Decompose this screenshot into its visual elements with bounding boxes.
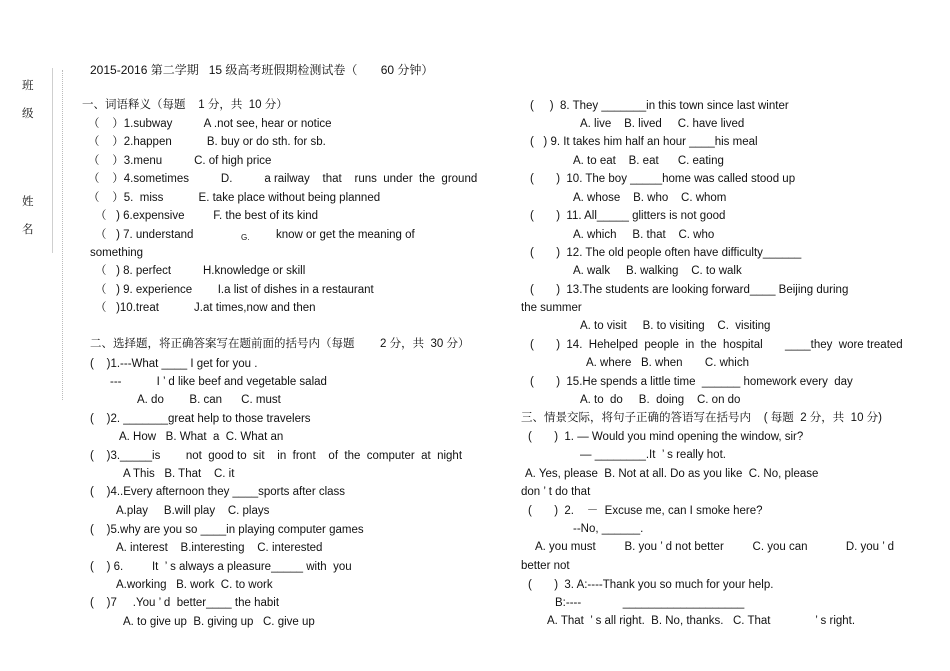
- dialog-q1: ( ) 1. — Would you mind opening the window, sir?: [528, 431, 804, 443]
- choice-q14-options: A. where B. when C. which: [586, 357, 749, 369]
- choice-q15-options: A. to do B. doing C. on do: [580, 394, 741, 406]
- exam-title: 2015-2016 第二学期 15 级高考班假期检测试卷（ 60 分钟）: [90, 63, 434, 77]
- vocab-item-7: （ ) 7. understand: [95, 229, 194, 241]
- vocab-item-5: （ ）5. miss E. take place without being planned: [88, 192, 381, 204]
- section-3-heading: 三、情景交际，将句子正确的答语写在括号内 ( 每题 2 分，共 10 分): [521, 412, 882, 424]
- choice-q11: ( ) 11. All_____ glitters is not good: [530, 210, 726, 222]
- choice-q7: ( )7 .You ’ d better____ the habit: [90, 597, 280, 609]
- vocab-item-4: （ ）4.sometimes D. a railway that runs under the ground: [88, 173, 478, 185]
- dialog-q3-line2: B:---- ___________________: [555, 597, 745, 609]
- vocab-item-7-continued: something: [90, 247, 144, 259]
- choice-q3: ( )3._____is not good to sit in front of the computer at night: [90, 450, 463, 462]
- side-label-ji: 级: [22, 108, 34, 120]
- side-label-xing: 姓: [22, 196, 34, 208]
- dialog-q1-line2: — ________.It ’ s really hot.: [580, 449, 726, 461]
- choice-q10-options: A. whose B. who C. whom: [573, 192, 727, 204]
- choice-q4-options: A.play B.will play C. plays: [116, 505, 270, 517]
- choice-q6: ( ) 6. It ’ s always a pleasure_____ with you: [90, 561, 352, 573]
- choice-q6-options: A.working B. work C. to work: [116, 579, 273, 591]
- choice-q2: ( )2. _______great help to those travelers: [90, 413, 311, 425]
- vocab-item-8: （ ) 8. perfect H.knowledge or skill: [95, 265, 306, 277]
- side-label-ming: 名: [22, 224, 34, 236]
- dialog-q2-line2: --No, ______.: [573, 523, 644, 535]
- choice-q13-line2: the summer: [521, 302, 582, 314]
- choice-q10: ( ) 10. The boy _____home was called stood up: [530, 173, 796, 185]
- vocab-item-2: （ ）2.happen B. buy or do sth. for sb.: [88, 136, 326, 148]
- choice-q15: ( ) 15.He spends a little time ______ homework every day: [530, 376, 853, 388]
- choice-q9-options: A. to eat B. eat C. eating: [573, 155, 724, 167]
- vocab-item-7-letter: G.: [241, 233, 250, 242]
- choice-q12-options: A. walk B. walking C. to walk: [573, 265, 742, 277]
- choice-q7-options: A. to give up B. giving up C. give up: [123, 616, 315, 628]
- side-label-ban: 班: [22, 80, 34, 92]
- vocab-item-7-definition: know or get the meaning of: [276, 229, 415, 241]
- choice-q5-options: A. interest B.interesting C. interested: [116, 542, 323, 554]
- dialog-q2-options-cont: better not: [521, 560, 570, 572]
- choice-q5: ( )5.why are you so ____in playing computer games: [90, 524, 364, 536]
- vocab-item-10: （ )10.treat J.at times,now and then: [95, 302, 316, 314]
- choice-q9: ( ) 9. It takes him half an hour ____his meal: [530, 136, 758, 148]
- choice-q8: ( ) 8. They _______in this town since last winter: [530, 100, 789, 112]
- binding-dotted-line: [62, 70, 63, 400]
- choice-q13: ( ) 13.The students are looking forward____ Beijing during: [530, 284, 849, 296]
- dialog-q1-options-cont: don ’ t do that: [521, 486, 591, 498]
- choice-q8-options: A. live B. lived C. have lived: [580, 118, 745, 130]
- choice-q12: ( ) 12. The old people often have difficulty______: [530, 247, 802, 259]
- vocab-item-3: （ ）3.menu C. of high price: [88, 155, 272, 167]
- vocab-item-6: （ ) 6.expensive F. the best of its kind: [95, 210, 319, 222]
- choice-q2-options: A. How B. What a C. What an: [119, 431, 284, 443]
- section-2-heading: 二、选择题，将正确答案写在题前面的括号内（每题 2 分，共 30 分）: [90, 338, 470, 350]
- choice-q4: ( )4..Every afternoon they ____sports after class: [90, 486, 346, 498]
- choice-q13-options: A. to visit B. to visiting C. visiting: [580, 320, 771, 332]
- dialog-q3: ( ) 3. A:----Thank you so much for your help.: [528, 579, 774, 591]
- choice-q1-options: A. do B. can C. must: [137, 394, 281, 406]
- choice-q14: ( ) 14. Hehelped people in the hospital ____they wore treated: [530, 339, 903, 351]
- choice-q1: ( )1.---What ____ I get for you .: [90, 358, 258, 370]
- dialog-q2: ( ) 2. － Excuse me, can I smoke here?: [528, 505, 763, 517]
- dialog-q2-options: A. you must B. you ’ d not better C. you can D. you ’ d: [535, 541, 894, 553]
- dialog-q1-options: A. Yes, please B. Not at all. Do as you like C. No, please: [525, 468, 819, 480]
- section-1-heading: 一、词语释义（每题 1 分，共 10 分）: [82, 99, 288, 111]
- choice-q3-options: A This B. That C. it: [123, 468, 235, 480]
- choice-q1-line2: --- I ’ d like beef and vegetable salad: [110, 376, 327, 388]
- dialog-q3-options: A. That ’ s all right. B. No, thanks. C. That ’ s right.: [547, 615, 856, 627]
- choice-q11-options: A. which B. that C. who: [573, 229, 715, 241]
- binding-divider: [52, 68, 53, 253]
- vocab-item-9: （ ) 9. experience I.a list of dishes in a restaurant: [95, 284, 374, 296]
- vocab-item-1: （ ）1.subway A .not see, hear or notice: [88, 118, 332, 130]
